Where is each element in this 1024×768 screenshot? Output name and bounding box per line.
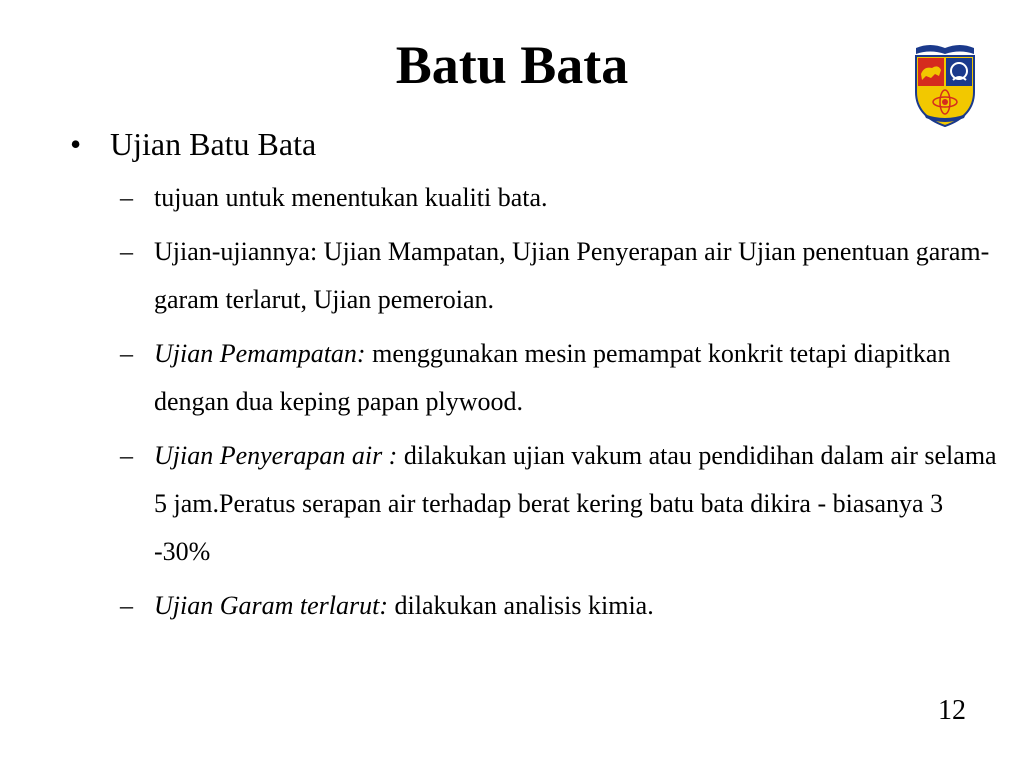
sub-bullet-body: menggunakan mesin pemampat konkrit tetapi diapitkan dengan dua keping papan plywood. (154, 339, 951, 416)
sub-bullet-text (154, 228, 1000, 324)
sub-bullet-term: Ujian Penyerapan air : (154, 441, 398, 470)
sub-bullet-salt (120, 582, 1000, 630)
sub-bullet-term: Ujian Garam terlarut: (154, 591, 388, 620)
bullet-marker: • (70, 126, 82, 162)
dash-marker: – (120, 183, 133, 212)
sub-bullet-absorption (120, 432, 1000, 576)
university-crest-icon (910, 40, 980, 130)
sub-bullet-body: dilakukan analisis kimia. (388, 591, 654, 620)
page-number: 12 (938, 695, 966, 726)
dash-marker: – (120, 591, 133, 620)
main-bullet-text: Ujian Batu Bata (110, 126, 317, 162)
sub-bullet-body: Ujian-ujiannya: Ujian Mampatan, Ujian Penyerapan air Ujian penentuan garam-garam terlarut, Ujian pemeroian. (154, 237, 990, 314)
sub-bullet-tests (120, 228, 1000, 324)
sub-bullet-list (70, 174, 1000, 630)
sub-bullet-compression (120, 330, 1000, 426)
sub-bullet-body: dilakukan ujian vakum atau pendidihan dalam air selama 5 jam.Peratus serapan air terhadap berat kering batu bata dikira - biasanya 3 -30% (154, 441, 997, 566)
sub-bullet-text (154, 582, 1000, 630)
slide-content (70, 120, 1000, 636)
dash-marker: – (120, 441, 133, 470)
sub-bullet-term: Ujian Pemampatan: (154, 339, 366, 368)
slide-title: Batu Bata (395, 35, 629, 95)
main-bullet (70, 120, 1000, 168)
dash-marker: – (120, 339, 133, 368)
sub-bullet-text (154, 432, 1000, 576)
sub-bullet-purpose (120, 174, 1000, 222)
sub-bullet-body: tujuan untuk menentukan kualiti bata. (154, 183, 548, 212)
sub-bullet-text (154, 330, 1000, 426)
sub-bullet-text (154, 174, 1000, 222)
dash-marker: – (120, 237, 133, 266)
